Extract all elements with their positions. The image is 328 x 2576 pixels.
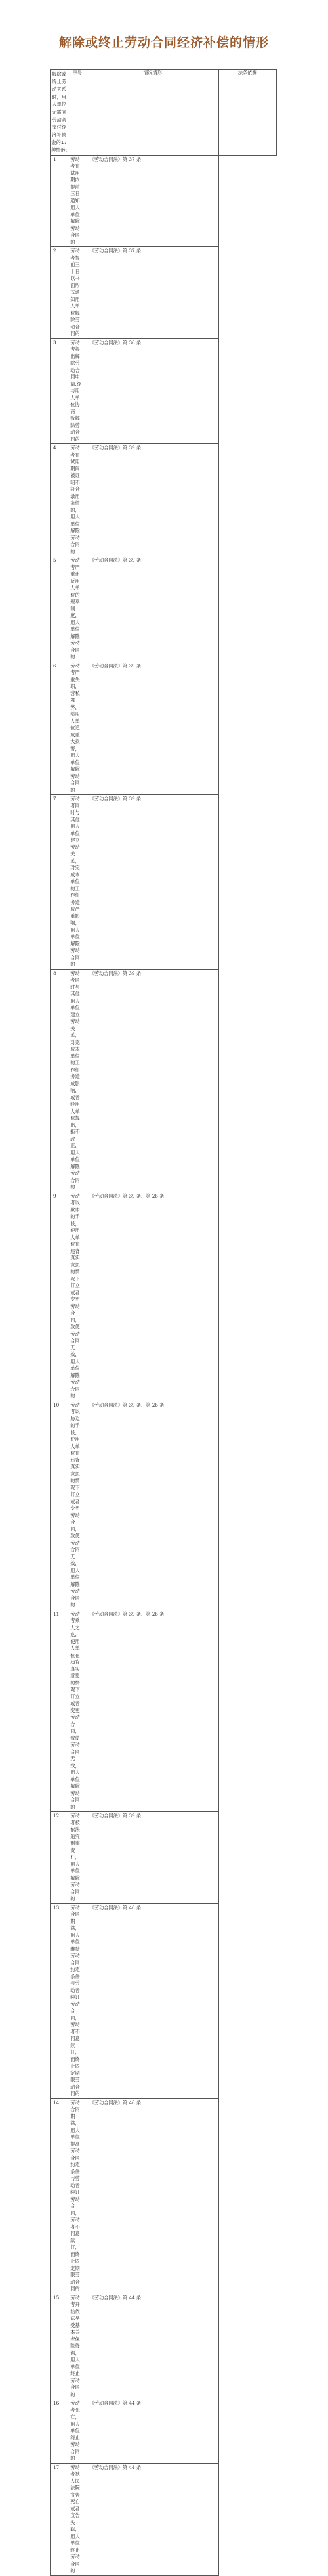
- row-law: 《劳动合同法》第 39 条、第 26 条: [87, 1401, 218, 1610]
- row-law: 《劳动合同法》第 44 条: [87, 2463, 218, 2575]
- side-label: 解除或终止劳动关系时，用人单位无需向劳动者支付经济补偿金的17种情形:: [51, 70, 68, 156]
- row-law: 《劳动合同法》第 39 条: [87, 444, 218, 556]
- row-number: 8: [51, 969, 68, 1192]
- table-row: [51, 556, 277, 662]
- table-row: [51, 795, 277, 970]
- table-row: [51, 1610, 277, 1812]
- table-row: [51, 969, 277, 1192]
- compensation-table: [50, 69, 277, 2576]
- row-law: 《劳动合同法》第 37 条: [87, 247, 218, 339]
- table-row: [51, 662, 277, 795]
- row-situation: 劳动者在试用期内提前三日通知用人单位解除劳动合同的: [68, 155, 87, 247]
- table-row: [51, 1903, 277, 2098]
- row-law: 《劳动合同法》第 39 条、第 26 条: [87, 1610, 218, 1812]
- table-row: [51, 1192, 277, 1401]
- row-law: 《劳动合同法》第 39 条: [87, 1812, 218, 1904]
- row-situation: 劳动者被依法追究刑事责任，用人单位解除劳动合同的: [68, 1812, 87, 1904]
- table-row: [51, 2294, 277, 2399]
- row-number: 4: [51, 444, 68, 556]
- row-situation: 劳动者开始依法享受基本养老保险待遇，用人单位终止劳动合同的: [68, 2294, 87, 2399]
- row-number: 10: [51, 1401, 68, 1610]
- row-law: 《劳动合同法》第 39 条: [87, 795, 218, 970]
- row-situation: 劳动者严重失职，营私舞弊，给用人单位造成重大损害，用人单位解除劳动合同的: [68, 662, 87, 795]
- row-number: 1: [51, 155, 68, 247]
- table-row: [51, 2463, 277, 2575]
- row-number: 5: [51, 556, 68, 662]
- row-situation: 劳动合同期满，用人单位提高劳动合同约定条件与劳动者续订劳动合同，劳动者不同意续订，而终止固定期限劳动合同的: [68, 2098, 87, 2294]
- row-situation: 劳动者同时与其他用人单位建立劳动关系，对完成本单位的工作任务造成严重影响，用人单位解除劳动合同的: [68, 795, 87, 970]
- table-row: [51, 1812, 277, 1904]
- page-title: 解除或终止劳动合同经济补偿的情形: [58, 35, 269, 50]
- row-number: 9: [51, 1192, 68, 1401]
- table-header-row: [51, 70, 277, 156]
- row-situation: 劳动者同时与其他用人单位建立劳动关系，对完成本单位的工作任务造成影响，或者经用人单位提出，拒不改正，用人单位解除劳动合同的: [68, 969, 87, 1192]
- row-number: 3: [51, 338, 68, 444]
- row-number: 17: [51, 2463, 68, 2575]
- row-situation: 劳动者被人民法院宣告死亡或者宣告失踪，用人单位终止劳动合同的: [68, 2463, 87, 2575]
- row-law: 《劳动合同法》第 36 条: [87, 338, 218, 444]
- table-row: [51, 444, 277, 556]
- table-body: [51, 155, 277, 2575]
- row-number: 2: [51, 247, 68, 339]
- row-situation: 劳动者在试用期间被证明不符合录用条件的，用人单位解除劳动合同的: [68, 444, 87, 556]
- row-situation: 劳动者严重违反用人单位的规章制度，用人单位解除劳动合同的: [68, 556, 87, 662]
- table-row: [51, 155, 277, 247]
- row-law: 《劳动合同法》第 44 条: [87, 2294, 218, 2399]
- header-no: 序号: [68, 70, 87, 156]
- row-number: 6: [51, 662, 68, 795]
- row-law: 《劳动合同法》第 46 条: [87, 2098, 218, 2294]
- row-law: 《劳动合同法》第 39 条: [87, 556, 218, 662]
- row-situation: 劳动合同期满，用人单位维持劳动合同约定条件与劳动者续订劳动合同，劳动者不同意续订，而终止固定期限劳动合同的: [68, 1903, 87, 2098]
- row-law: 《劳动合同法》第 39 条: [87, 969, 218, 1192]
- table-row: [51, 2399, 277, 2464]
- row-number: 7: [51, 795, 68, 970]
- row-number: 12: [51, 1812, 68, 1904]
- row-law: 《劳动合同法》第 39 条、第 26 条: [87, 1192, 218, 1401]
- table-row: [51, 338, 277, 444]
- table-row: [51, 1401, 277, 1610]
- table-row: [51, 2098, 277, 2294]
- row-law: 《劳动合同法》第 39 条: [87, 662, 218, 795]
- table-row: [51, 247, 277, 339]
- row-situation: 劳动者以欺诈的手段，使用人单位在违背真实意思的情况下订立或者变更劳动合同，致使劳动合同无效，用人单位解除劳动合同的: [68, 1192, 87, 1401]
- row-law: 《劳动合同法》第 46 条: [87, 1903, 218, 2098]
- row-law: 《劳动合同法》第 44 条: [87, 2399, 218, 2464]
- compensation-table-container: [50, 69, 277, 2576]
- row-situation: 劳动者提前三十日以书面形式通知用人单位解除劳动合同的: [68, 247, 87, 339]
- row-number: 15: [51, 2294, 68, 2399]
- row-law: 《劳动合同法》第 37 条: [87, 155, 218, 247]
- row-situation: 劳动者死亡，用人单位终止劳动合同的: [68, 2399, 87, 2464]
- header-situation: 情况情形: [87, 70, 218, 156]
- row-situation: 劳动者乘人之危，使用人单位在违背真实意思的情况下订立或者变更劳动合同，致使劳动合同无效，用人单位解除劳动合同的: [68, 1610, 87, 1812]
- row-situation: 劳动者提出解除劳动合同申请,经与用人单位协商一致解除劳动合同的: [68, 338, 87, 444]
- row-number: 14: [51, 2098, 68, 2294]
- row-number: 13: [51, 1903, 68, 2098]
- row-number: 16: [51, 2399, 68, 2464]
- header-law: 法条依据: [218, 70, 276, 156]
- row-situation: 劳动者以胁迫的手段，使用人单位在违背真实意思的情况下订立或者变更劳动合同，致使劳动合同无效，用人单位解除劳动合同的: [68, 1401, 87, 1610]
- row-number: 11: [51, 1610, 68, 1812]
